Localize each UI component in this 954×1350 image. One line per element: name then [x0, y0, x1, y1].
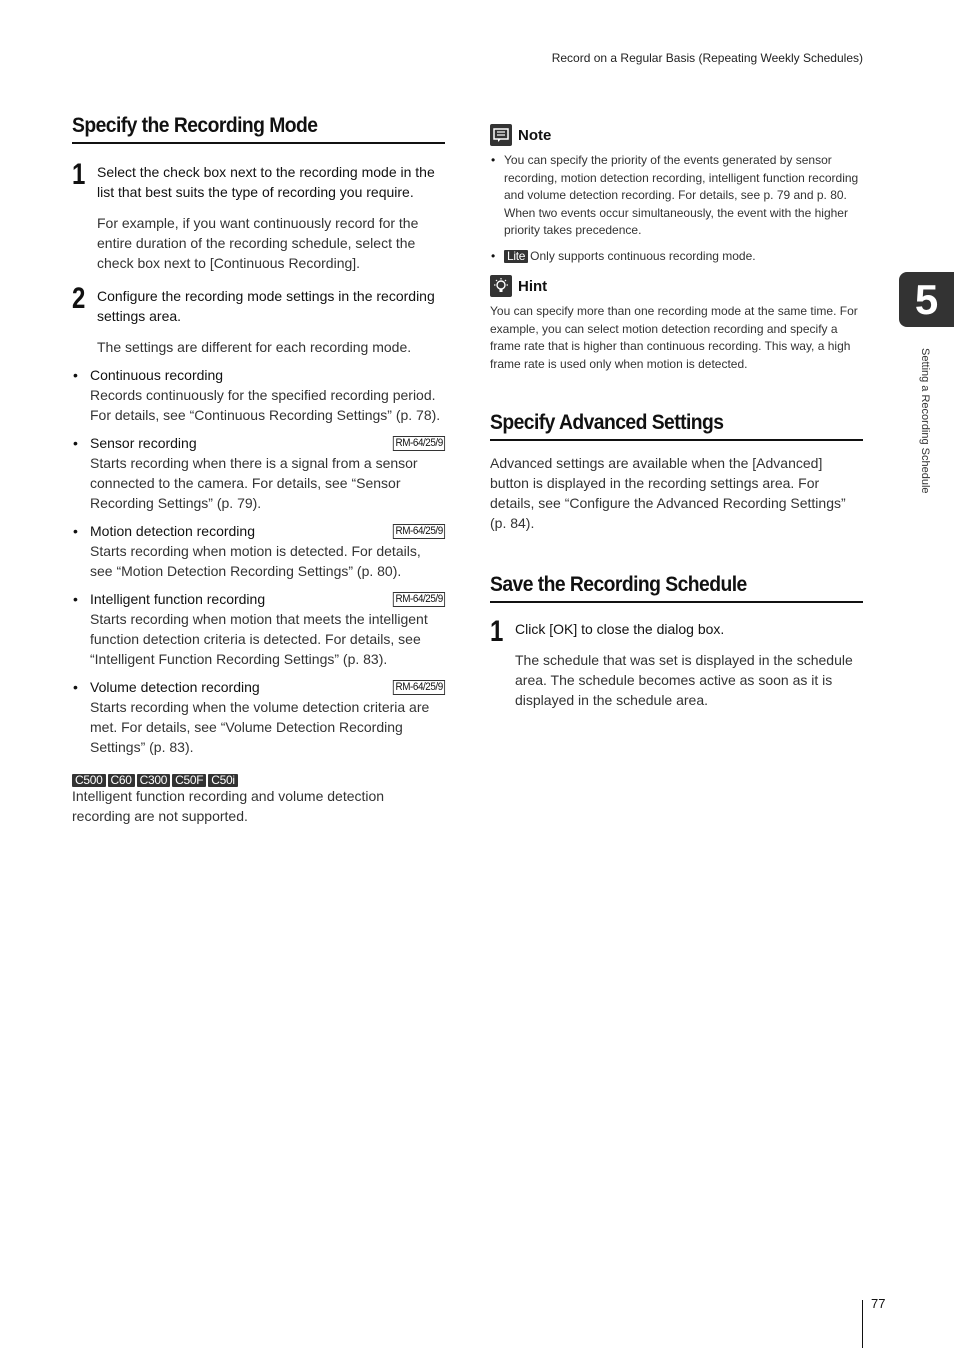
- hint-title: Hint: [518, 277, 548, 295]
- step-number: 2: [72, 282, 86, 315]
- mode-name: • Motion detection recording: [90, 523, 255, 539]
- mode-name: • Continuous recording: [90, 367, 224, 383]
- step-1: [72, 158, 445, 273]
- chapter-side-label: Setting a Recording Schedule: [919, 348, 931, 494]
- mode-description: Records continuously for the specified recording period. For details, see “Continuous Recording Settings” (p. 78).: [90, 387, 441, 423]
- recording-mode-list: [72, 365, 445, 757]
- mode-description: Starts recording when motion that meets the intelligent function detection criteria is detected. For details, see “Intelligent Function Recording Settings” (p. 83).: [90, 611, 428, 667]
- step-number: 1: [490, 615, 504, 648]
- lite-text: Only supports continuous recording mode.: [530, 248, 756, 263]
- model-badge: RM-64/25/9: [392, 436, 445, 451]
- advanced-text: Advanced settings are available when the [Advanced] button is displayed in the recording settings area. For details, see “Configure the Advanced Recording Settings” (p. 84).: [490, 455, 846, 531]
- model-badge: C60: [108, 774, 135, 787]
- list-item-lite: [490, 248, 863, 266]
- list-item: • You can specify the priority of the events generated by sensor recording, motion detection recording, intelligent function recording and volume detection recording. For details, see p. 79 and p. 80. When two events occur simultaneously, the event with the higher priority takes precedence.: [490, 152, 863, 240]
- mode-description: Starts recording when there is a signal from a sensor connected to the camera. For details, see “Sensor Recording Settings” (p. 79).: [90, 455, 418, 511]
- left-column: [72, 114, 445, 826]
- note-list: [490, 152, 863, 265]
- note-icon: [490, 124, 512, 146]
- section-rule: [490, 601, 863, 603]
- model-badge: C50i: [208, 774, 237, 787]
- footer-rule: [862, 1300, 863, 1348]
- model-badge: RM-64/25/9: [392, 524, 445, 539]
- model-badge: RM-64/25/9: [392, 680, 445, 695]
- model-badge: C300: [137, 774, 171, 787]
- save-step-1: [490, 615, 863, 710]
- list-item-volume: [72, 677, 445, 757]
- mode-name: • Intelligent function recording: [90, 591, 266, 607]
- hint-heading: [490, 275, 863, 297]
- list-item-sensor: [72, 433, 445, 513]
- model-badge: C500: [72, 774, 106, 787]
- section-title-save: Save the Recording Schedule: [490, 573, 747, 596]
- section-title-advanced: Specify Advanced Settings: [490, 411, 724, 434]
- section-title-recording-mode: Specify the Recording Mode: [72, 114, 318, 137]
- list-item-continuous: [72, 365, 445, 425]
- step-text: Configure the recording mode settings in the recording settings area.: [97, 288, 435, 324]
- page-number: 77: [871, 1296, 886, 1311]
- mode-name: • Volume detection recording: [90, 679, 260, 695]
- note-heading: [490, 124, 863, 146]
- model-badge: C50F: [172, 774, 206, 787]
- note-title: Note: [518, 126, 552, 144]
- list-item-motion: [72, 521, 445, 581]
- lightbulb-icon: [490, 275, 512, 297]
- step-description: The settings are different for each recording mode.: [97, 339, 412, 355]
- step-number: 1: [72, 158, 86, 191]
- section-rule: [490, 439, 863, 441]
- step-description: For example, if you want continuously record for the entire duration of the recording schedule, select the check box next to [Continuous Recording].: [97, 215, 419, 271]
- section-rule: [72, 142, 445, 144]
- running-header: Record on a Regular Basis (Repeating Weekly Schedules): [551, 51, 863, 65]
- mode-description: Starts recording when the volume detection criteria are met. For details, see “Volume Detection Recording Settings” (p. 83).: [90, 699, 430, 755]
- step-2: [72, 282, 445, 357]
- model-badge: RM-64/25/9: [392, 592, 445, 607]
- camera-model-badges: [72, 771, 445, 786]
- step-text: Select the check box next to the recording mode in the list that best suits the type of recording you require.: [97, 164, 435, 200]
- models-note: Intelligent function recording and volume detection recording are not supported.: [72, 788, 385, 824]
- chapter-tab: 5: [899, 272, 954, 327]
- lite-badge: Lite: [504, 250, 528, 263]
- mode-name: • Sensor recording: [90, 435, 197, 451]
- list-item-intelligent: [72, 589, 445, 669]
- right-column: [490, 114, 863, 710]
- hint-text: You can specify more than one recording mode at the same time. For example, you can select motion detection recording and specify a frame rate that is higher than continuous recording. This way, a high frame rate is used only when motion is detected.: [490, 304, 858, 371]
- step-text: Click [OK] to close the dialog box.: [515, 621, 725, 637]
- step-description: The schedule that was set is displayed in the schedule area. The schedule becomes active as soon as it is displayed in the schedule area.: [515, 652, 853, 708]
- mode-description: Starts recording when motion is detected. For details, see “Motion Detection Recording Settings” (p. 80).: [90, 543, 421, 579]
